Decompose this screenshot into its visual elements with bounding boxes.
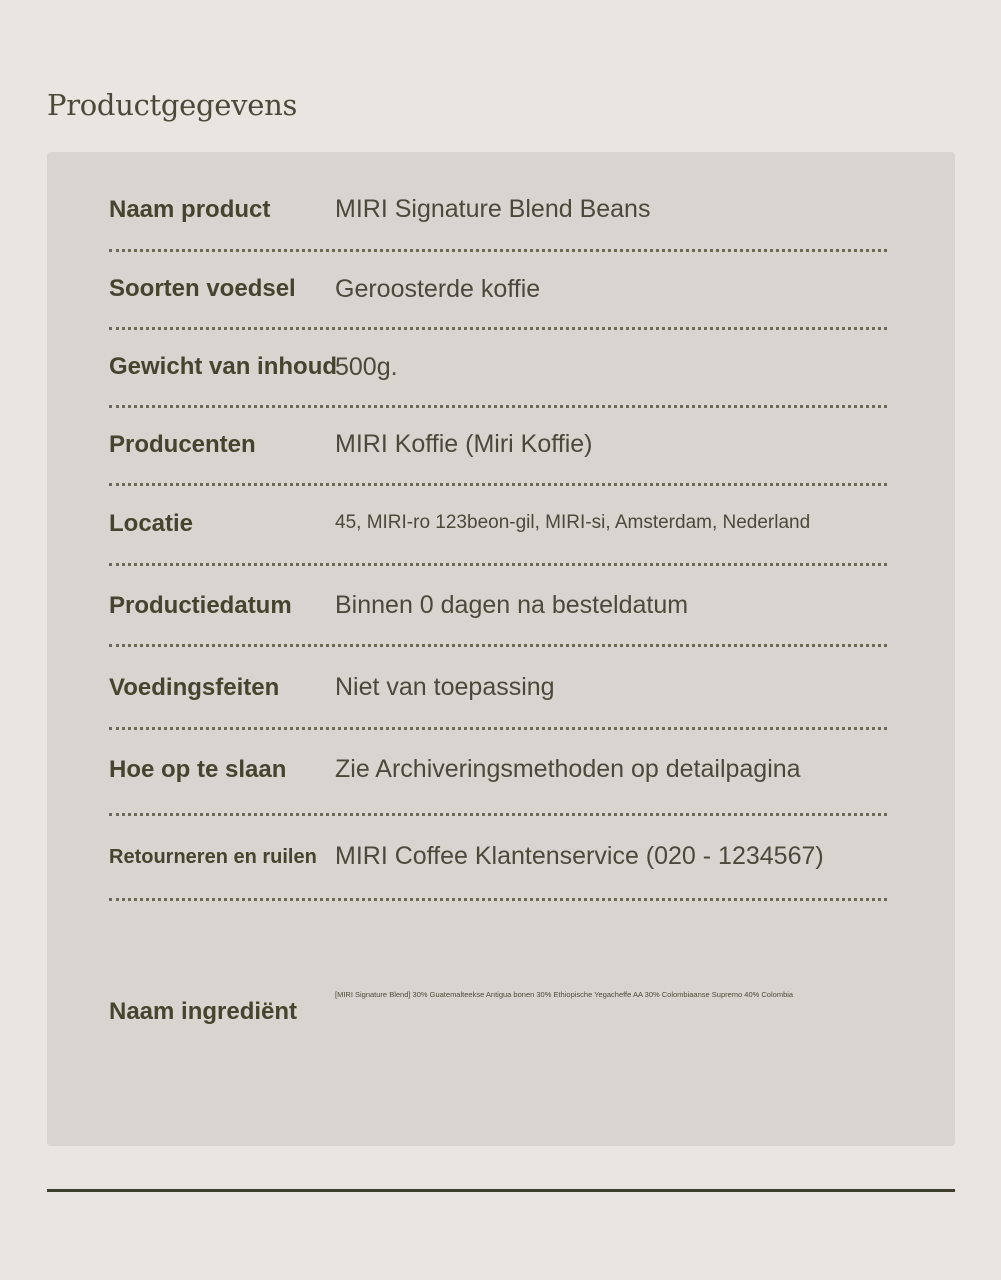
detail-label: Voedingsfeiten (109, 674, 280, 701)
detail-row-food-type (109, 249, 887, 330)
detail-row-nutrition-facts (109, 644, 887, 730)
divider (47, 1189, 955, 1192)
detail-label: Retourneren en ruilen (109, 846, 317, 868)
detail-value: Niet van toepassing (335, 673, 555, 701)
detail-row-location (109, 483, 887, 566)
detail-label: Locatie (109, 510, 194, 537)
ingredient-value: [MIRI Signature Blend] 30% Guatemalteekse Antigua bonen 30% Ethiopische Yegacheffe AA 30% Colombiaanse Supremo 40% Colombia (335, 990, 794, 999)
detail-value: Binnen 0 dagen na besteldatum (335, 591, 689, 619)
detail-row-product-name (109, 152, 887, 252)
ingredient-label: Naam ingrediënt (109, 998, 298, 1025)
page-title: Productgegevens (47, 88, 298, 122)
detail-value: Zie Archiveringsmethoden op detailpagina (335, 755, 801, 783)
product-details-panel (47, 152, 955, 1146)
detail-label: Naam product (109, 196, 271, 223)
detail-row-production-date (109, 563, 887, 647)
detail-label: Gewicht van inhoud (109, 353, 338, 380)
detail-label: Hoe op te slaan (109, 756, 287, 783)
detail-value: MIRI Signature Blend Beans (335, 195, 651, 223)
detail-row-storage (109, 727, 887, 816)
detail-label: Soorten voedsel (109, 275, 296, 302)
detail-label: Productiedatum (109, 592, 292, 619)
detail-value: 45, MIRI-ro 123beon-gil, MIRI-si, Amsterdam, Nederland (335, 512, 811, 533)
detail-value: Geroosterde koffie (335, 275, 541, 303)
detail-label: Producenten (109, 431, 256, 458)
detail-row-returns (109, 813, 887, 901)
detail-row-producers (109, 405, 887, 486)
detail-row-net-weight (109, 327, 887, 408)
detail-value: MIRI Coffee Klantenservice (020 - 1234567) (335, 842, 824, 870)
detail-value: 500g. (335, 353, 398, 381)
detail-value: MIRI Koffie (Miri Koffie) (335, 430, 593, 458)
